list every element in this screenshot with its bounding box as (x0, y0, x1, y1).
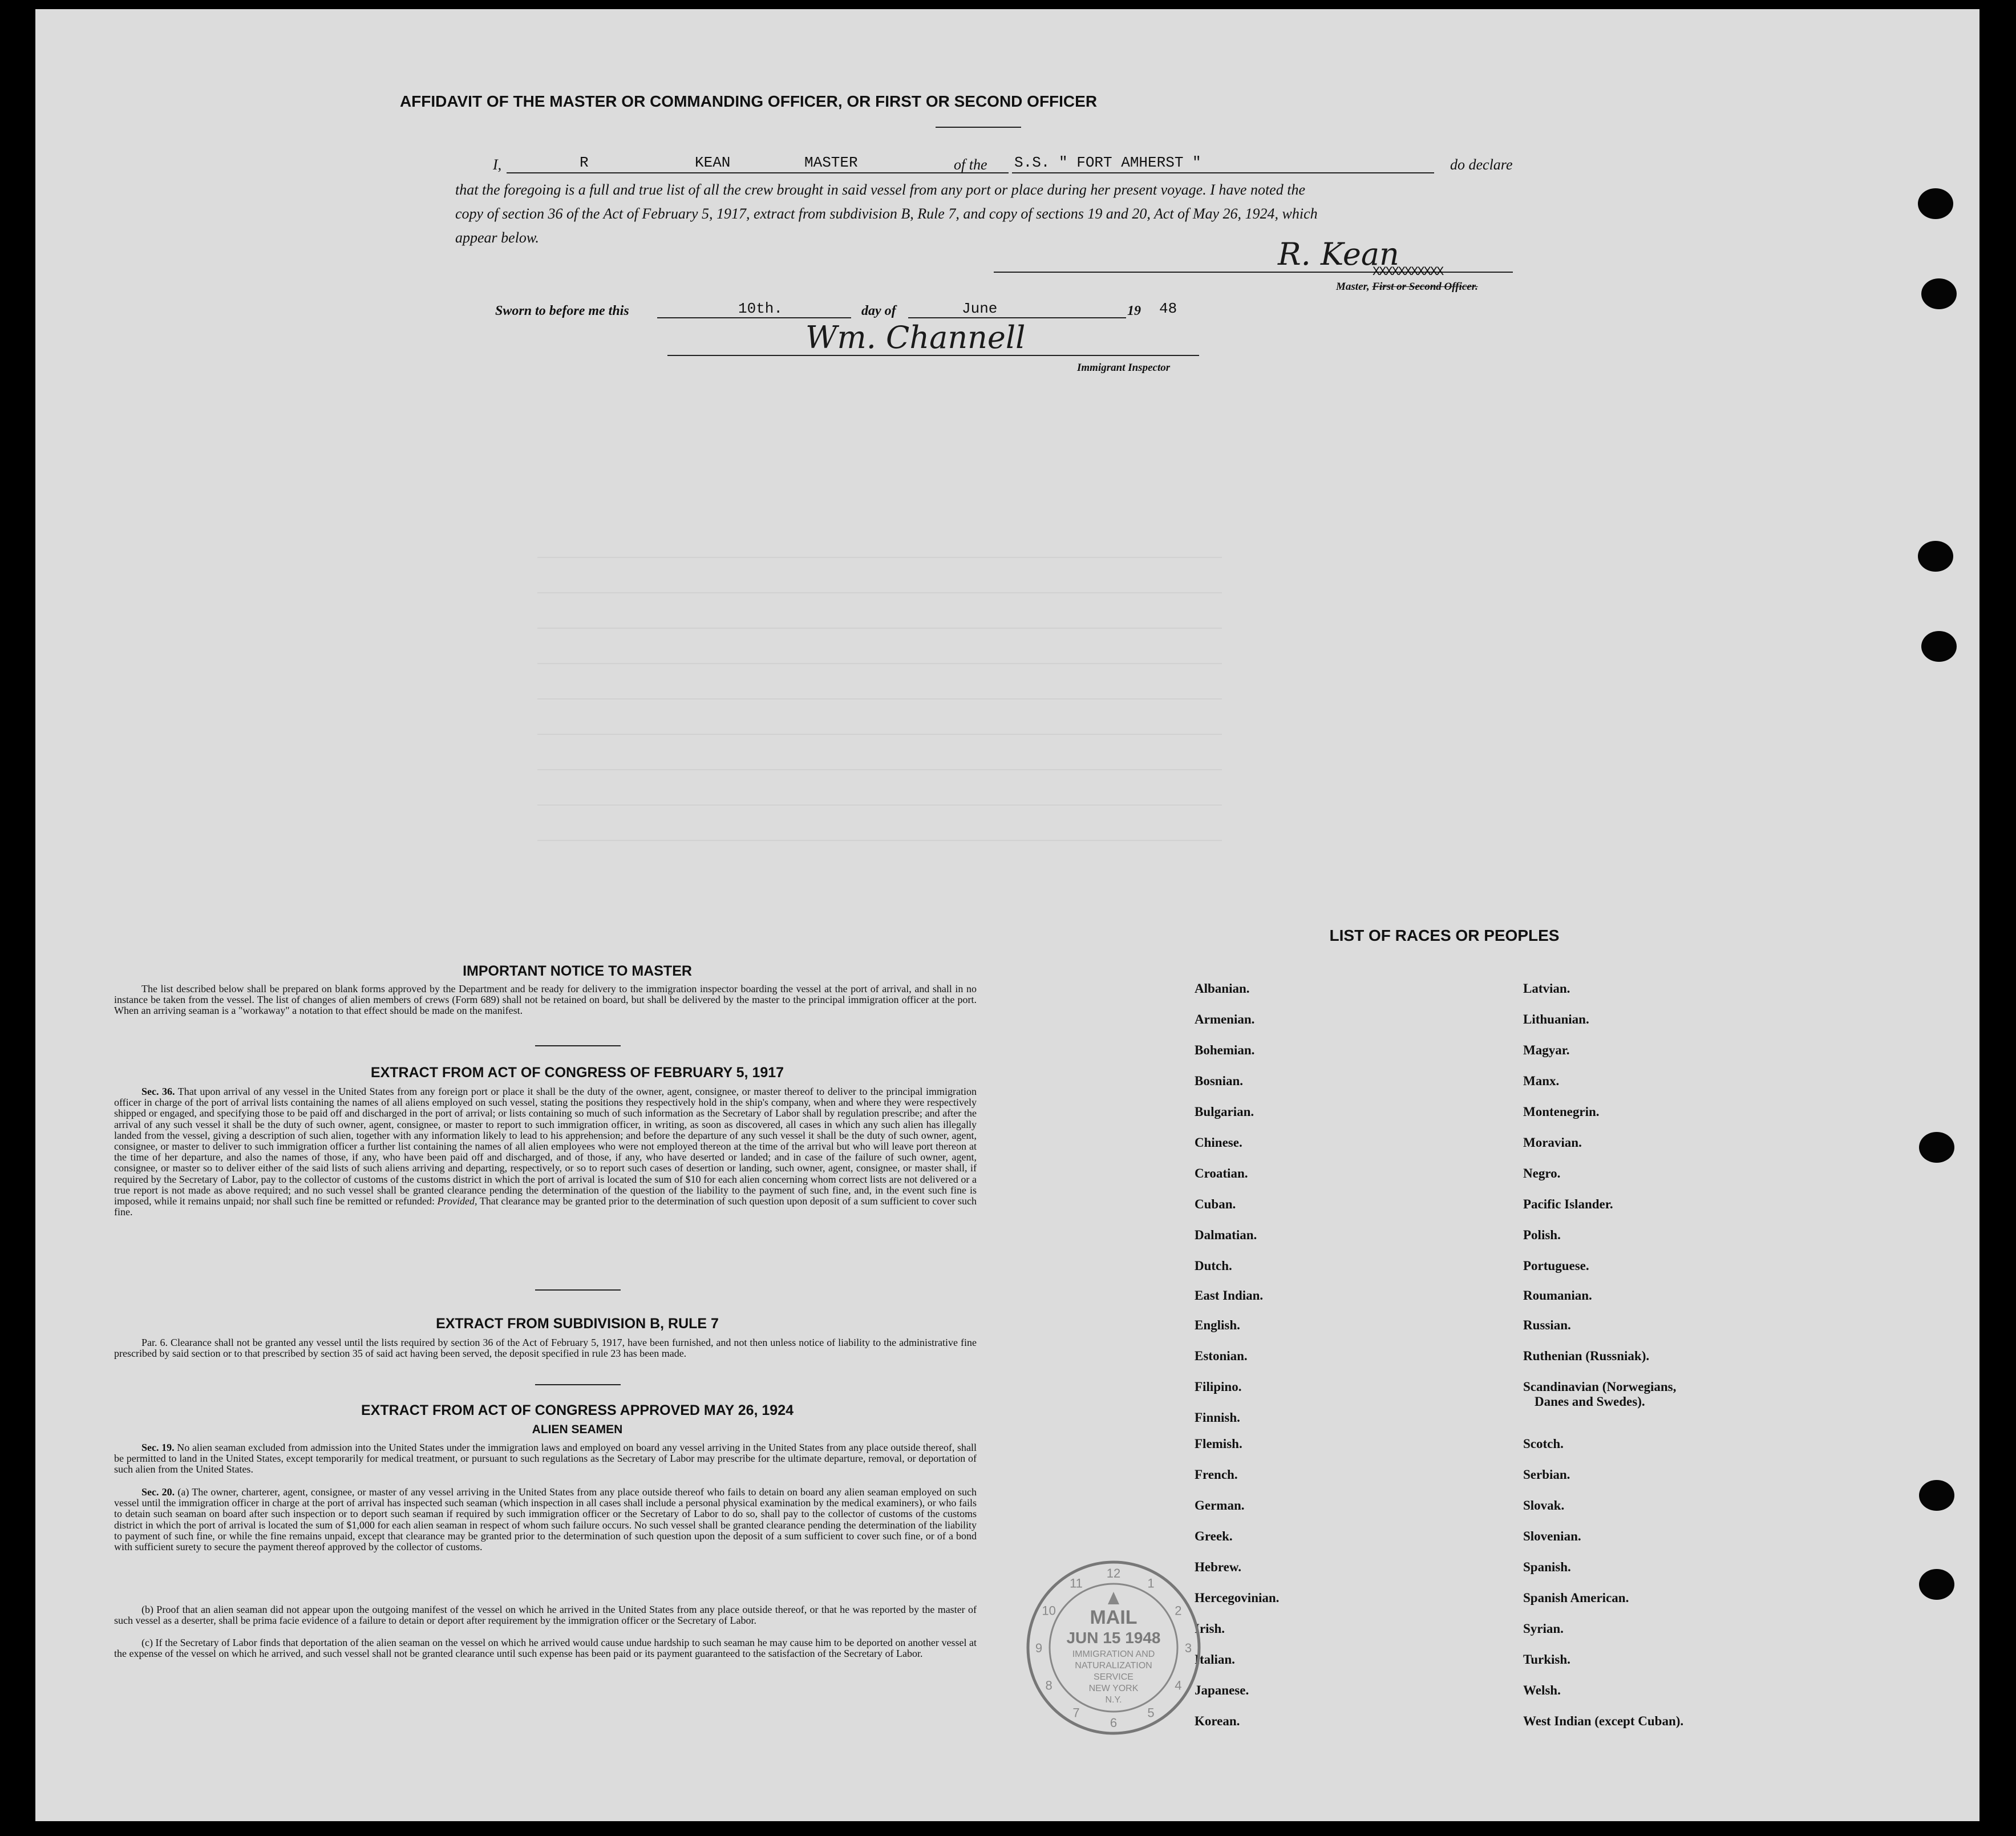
extract-1917-rule (535, 1289, 621, 1291)
race-item: Pacific Islander. (1523, 1197, 1613, 1211)
master-overtype: XXXXXXXXXXX (1373, 265, 1443, 279)
race-item: Bosnian. (1195, 1074, 1244, 1088)
stamp-ring-number: 8 (1045, 1678, 1052, 1693)
declaration-line-2: that the foregoing is a full and true list of all the crew brought in said vessel from any port or place during her present voyage. I have noted the (455, 181, 1305, 198)
race-item: Bohemian. (1195, 1043, 1255, 1057)
stamp-ring-number: 12 (1106, 1566, 1121, 1580)
proviso-lead: Provided, (437, 1195, 477, 1207)
race-item: Armenian. (1195, 1012, 1255, 1026)
race-item: Italian. (1195, 1652, 1235, 1667)
race-item: Russian. (1523, 1318, 1571, 1332)
stamp-ring-number: 11 (1070, 1576, 1083, 1591)
race-item: Irish. (1195, 1621, 1225, 1636)
race-item: Montenegrin. (1523, 1105, 1600, 1119)
stamp-ring-number: 7 (1072, 1705, 1080, 1720)
document-sheet (35, 9, 1979, 1821)
bleed-through-marks (537, 523, 1222, 865)
race-item: Greek. (1195, 1529, 1233, 1543)
master-signature: R. Kean (1278, 236, 1399, 272)
sec19-body (114, 1442, 977, 1475)
stamp-ring-number: 5 (1147, 1705, 1155, 1720)
sworn-year-suffix: 48 (1159, 300, 1177, 317)
race-item: Croatian. (1195, 1166, 1248, 1180)
race-item: Bulgarian. (1195, 1105, 1254, 1119)
sec36-text: That upon arrival of any vessel in the United States from any foreign port or place it shall be the duty of the owner, agent, consignee, or master thereof to deliver to the principal immigration officer in charge of the port of arrival lists containing the names of all aliens employed on such vessel, stating the positions they respectively hold in the ship's company, when and where they were respectively shipped or engaged, and specifying those to be paid off and discharged in the port of arrival; or lists containing so much of such information as the Secretary of Labor shall by regulation prescribe; and after the arrival of any such vessel it shall be the duty of such owner, agent, consignee, or master to report to such immigration officer, in writing, as soon as discovered, all cases in which any such alien has illegally landed from the vessel, giving a description of such alien, together with any information likely to lead to his apprehension; and before the departure of any such vessel it shall be the duty of such owner, agent, consignee, or master to deliver to such immigration officer a further list containing the names of all alien employees who were not employed thereon at the time of the arrival but who will leave port thereon at the time of her departure, and also the names of those, if any, who have been paid off and discharged, and of those, if any, who have deserted or landed; and in case of the failure of such owner, agent, consignee, or master so to deliver either of the said lists of such aliens arriving and departing, respectively, or so to report such cases of desertion or landing, such owner, agent, consignee, or master shall, if required by the Secretary of Labor, pay to the collector of customs of the customs district in which the port of arrival is located the sum of $10 for each alien concerning whom correct lists are not delivered or a true report is not made as above required; and no such vessel shall be granted clearance pending the determination of the question of the liability to the payment of such fine, and, in the event such fine is imposed, while it remains unpaid; nor shall such fine be remitted or refunded: (114, 1086, 977, 1207)
race-item: Moravian. (1523, 1135, 1582, 1150)
declaration-line-3: copy of section 36 of the Act of February 5, 1917, extract from subdivision B, Rule 7, and copy of sections 19 and 20, Act of May 26, 1924, which (455, 205, 1318, 222)
race-item: Scotch. (1523, 1437, 1564, 1451)
binder-hole (1919, 1480, 1954, 1511)
inspector-signature: Wm. Channell (805, 320, 1026, 355)
sworn-day-underline (657, 317, 851, 318)
race-item: Chinese. (1195, 1135, 1242, 1150)
sec20a-body (114, 1487, 977, 1552)
race-item: Danes and Swedes). (1535, 1394, 1645, 1409)
stamp-ring-number: 1 (1147, 1576, 1155, 1591)
stamp-outer-ring (1028, 1562, 1199, 1733)
inspector-caption: Immigrant Inspector (1077, 362, 1171, 374)
sec36-lead: Sec. 36. (141, 1086, 175, 1097)
race-item: Magyar. (1523, 1043, 1570, 1057)
races-title: LIST OF RACES OR PEOPLES (1329, 927, 1560, 944)
master-caption-master: Master, (1336, 281, 1370, 293)
proviso-text: That clearance may be granted prior to the determination of such question upon deposit of a sum sufficient to cover such fine. (114, 1195, 977, 1218)
extract-rule7-title: EXTRACT FROM SUBDIVISION B, RULE 7 (436, 1316, 719, 1332)
vessel-name: S.S. " FORT AMHERST " (1014, 154, 1201, 171)
stamp-line3: IMMIGRATION AND (1072, 1649, 1155, 1659)
race-item: Slovenian. (1523, 1529, 1581, 1543)
race-item: Polish. (1523, 1228, 1561, 1242)
race-item: Syrian. (1523, 1621, 1564, 1636)
race-item: Spanish American. (1523, 1591, 1629, 1605)
race-item: Dutch. (1195, 1259, 1232, 1273)
race-item: Cuban. (1195, 1197, 1236, 1211)
notice-rule (535, 1045, 621, 1046)
stamp-mail: MAIL (1090, 1607, 1137, 1628)
race-item: Hebrew. (1195, 1560, 1241, 1574)
race-item: English. (1195, 1318, 1240, 1332)
extract-1924-title: EXTRACT FROM ACT OF CONGRESS APPROVED MAY 26, 1924 (361, 1402, 794, 1418)
extract-rule7-body: Par. 6. Clearance shall not be granted any vessel until the lists required by section 36 of the Act of February 5, 1917, have been furnished, and not then unless notice of liability to the administrative fine prescribed by said section or to that prescribed by section 35 of said act having been served, the deposit specified in rule 23 has been made. (114, 1337, 977, 1360)
race-item: Estonian. (1195, 1349, 1248, 1363)
binder-hole (1921, 278, 1957, 309)
stamp-ring-number: 10 (1042, 1603, 1056, 1618)
race-item: Albanian. (1195, 981, 1250, 996)
stamp-ring-number: 2 (1175, 1603, 1182, 1618)
stamp-ring-number: 3 (1184, 1641, 1192, 1655)
master-caption (1336, 281, 1478, 293)
title-rule (936, 127, 1021, 128)
master-surname: KEAN (695, 154, 731, 171)
race-item: Filipino. (1195, 1380, 1242, 1394)
race-item: French. (1195, 1467, 1238, 1482)
sworn-day: 10th. (738, 300, 783, 317)
stamp-line5: SERVICE (1094, 1672, 1134, 1682)
master-initial: R (580, 154, 589, 171)
extract-1917-title: EXTRACT FROM ACT OF CONGRESS OF FEBRUARY 5, 1917 (370, 1065, 784, 1081)
race-item: Welsh. (1523, 1683, 1561, 1697)
race-item: Negro. (1523, 1166, 1561, 1180)
race-item: Slovak. (1523, 1498, 1565, 1513)
master-rank: MASTER (804, 154, 858, 171)
race-item: Scandinavian (Norwegians, (1523, 1380, 1677, 1394)
sworn-day-of: day of (861, 304, 896, 318)
race-item: East Indian. (1195, 1288, 1264, 1303)
race-item: Spanish. (1523, 1560, 1571, 1574)
sec20c-body: (c) If the Secretary of Labor finds that deportation of the alien seaman on the vessel on which he arrived would cause undue hardship to such seaman he may cause him to be deported on another vessel at the expense of the vessel on which he arrived, and such vessel shall not be granted clearance until such expense has been paid or its payment guaranteed to the satisfaction of the Secretary of Labor. (114, 1637, 977, 1660)
do-declare: do declare (1450, 156, 1513, 173)
name-underline (507, 172, 1009, 173)
binder-hole (1919, 1132, 1954, 1163)
stamp-date: JUN 15 1948 (1066, 1629, 1161, 1647)
master-caption-struck: First or Second Officer. (1372, 281, 1478, 293)
stamp-line7: N.Y. (1105, 1695, 1122, 1705)
race-item: Korean. (1195, 1714, 1240, 1728)
vessel-underline (1012, 172, 1434, 173)
declaration-prefix: I, (493, 156, 502, 173)
sworn-month-underline (908, 317, 1126, 318)
race-item: Ruthenian (Russniak). (1523, 1349, 1650, 1363)
stamp-pointer-icon (1108, 1592, 1119, 1604)
race-item: Flemish. (1195, 1437, 1242, 1451)
binder-hole (1921, 631, 1957, 662)
stamp-line4: NATURALIZATION (1075, 1661, 1152, 1671)
affidavit-title: AFFIDAVIT OF THE MASTER OR COMMANDING OFFICER, OR FIRST OR SECOND OFFICER (399, 92, 1098, 110)
notice-body: The list described below shall be prepared on blank forms approved by the Department and be ready for delivery to the immigration inspector boarding the vessel at the port of arrival, and shall in no instance be taken from the vessel. The list of changes of alien members of crews (Form 689) shall not be retained on board, but shall be delivered by the master to the principal immigration officer at the port. When an arriving seaman is a "workaway" a notation to that effect should be made on the manifest. (114, 983, 977, 1017)
race-item: Roumanian. (1523, 1288, 1592, 1303)
sec19-lead: Sec. 19. (141, 1442, 175, 1453)
sec20a-text: (a) The owner, charterer, agent, consignee, or master of any vessel arriving in the United States from any place outside thereof who fails to detain on board any alien seaman employed on such vessel until the immigration officer in charge at the port of arrival has inspected such seaman (which inspection in all cases shall include a personal physical examination by the medical examiners), or who fails to detain such seaman on board after such inspection or to deport such seaman if required by such immigration officer or the Secretary of Labor to do so, shall pay to the collector of customs of the customs district in which the port of arrival is located the sum of $1,000 for each alien seaman in respect of whom such failure occurs. No such vessel shall be granted clearance pending the determination of the liability to payment of such fine, or while the fine remains unpaid, except that clearance may be granted prior to the determination of such question upon the deposit of a sum sufficient to cover such fine, or of a bond with sufficient surety to secure the payment thereof approved by the collector of customs. (114, 1486, 977, 1553)
stamp-ring-number: 6 (1110, 1716, 1118, 1730)
declaration-line-4: appear below. (455, 229, 539, 246)
sworn-year-prefix: 19 (1127, 304, 1141, 318)
stamp-ring-number: 9 (1035, 1641, 1043, 1655)
race-item: West Indian (except Cuban). (1523, 1714, 1684, 1728)
extract-rule7-rule (535, 1384, 621, 1385)
of-the-label: of the (954, 156, 987, 173)
sworn-month: June (962, 300, 998, 317)
race-item: German. (1195, 1498, 1245, 1513)
race-item: Manx. (1523, 1074, 1560, 1088)
race-item: Lithuanian. (1523, 1012, 1589, 1026)
stamp-clock-numbers (1035, 1566, 1192, 1730)
extract-1924-subtitle: ALIEN SEAMEN (532, 1423, 623, 1436)
sec19-text: No alien seaman excluded from admission into the United States under the immigration laws and employed on board any vessel arriving in the United States from any place outside thereof, shall be permitted to land in the United States, except temporarily for medical treatment, or pursuant to such regulations as the Secretary of Labor may prescribe for the ultimate departure, removal, or deportation of such alien from the United States. (114, 1442, 977, 1475)
race-item: Turkish. (1523, 1652, 1570, 1667)
stamp-ring-number: 4 (1175, 1678, 1182, 1693)
race-item: Serbian. (1523, 1467, 1570, 1482)
race-item: Finnish. (1195, 1410, 1240, 1425)
notice-title: IMPORTANT NOTICE TO MASTER (463, 963, 692, 979)
extract-1917-body (114, 1086, 977, 1218)
binder-hole (1918, 541, 1953, 572)
race-item: Latvian. (1523, 981, 1570, 996)
sworn-label: Sworn to before me this (495, 304, 629, 318)
sec20-lead: Sec. 20. (141, 1486, 175, 1498)
stamp-line6: NEW YORK (1088, 1684, 1139, 1693)
race-item: Portuguese. (1523, 1259, 1589, 1273)
binder-hole (1918, 188, 1953, 219)
binder-hole (1919, 1569, 1954, 1600)
race-item: Dalmatian. (1195, 1228, 1257, 1242)
race-item: Japanese. (1195, 1683, 1249, 1697)
sec20b-body: (b) Proof that an alien seaman did not appear upon the outgoing manifest of the vessel on which he arrived in the United States from any place outside thereof, or that he was reported by the master of such vessel as a deserter, shall be prima facie evidence of a failure to detain or deport after requirement by the immigration officer or the Secretary of Labor. (114, 1604, 977, 1627)
mail-received-stamp (1022, 1556, 1205, 1739)
inspector-signature-line (667, 355, 1199, 356)
race-item: Hercegovinian. (1195, 1591, 1280, 1605)
